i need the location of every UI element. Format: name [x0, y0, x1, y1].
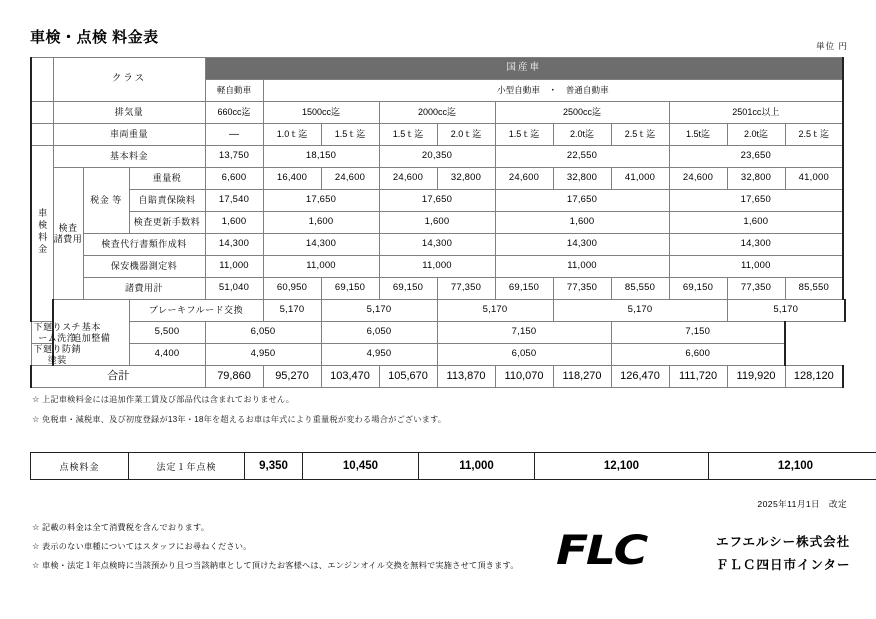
- basic-fee-1: 18,150: [263, 146, 379, 168]
- table-row-weight: [31, 124, 845, 146]
- table-note-1: ☆ 上記車検料金には追加作業工賃及び部品代は含まれておりません。: [32, 395, 295, 404]
- footer-note-3: ☆ 車検・法定１年点検時に当該預かり且つ当該納車として頂けたお客様へは、エンジンオイル交換を無料で実施させて頂きます。: [32, 561, 519, 570]
- weight-value-3: 1.5ｔ迄: [379, 124, 437, 146]
- weight-value-5: 1.5ｔ迄: [495, 124, 553, 146]
- grand-total-5: 110,070: [495, 366, 553, 388]
- basic-add-maint-line1: 基本: [81, 322, 101, 333]
- safety-measure-fee-0: 11,000: [205, 256, 263, 278]
- steam-wash-4: 7,150: [611, 322, 785, 344]
- agency-doc-fee-0: 14,300: [205, 234, 263, 256]
- basic-fee-3: 22,550: [495, 146, 669, 168]
- footer-note-2: ☆ 表示のない車種についてはスタッフにお尋ねください。: [32, 542, 252, 551]
- rust-coating-1: 4,950: [205, 344, 321, 366]
- displacement-group-3: 2500cc迄: [495, 102, 669, 124]
- weight-tax-6: 32,800: [553, 168, 611, 190]
- renewal-fee-2: 1,600: [379, 212, 495, 234]
- costs-subtotal-2: 69,150: [321, 278, 379, 300]
- row-label-agency-doc-fee: 検査代行書類作成料: [83, 234, 205, 256]
- renewal-fee-1: 1,600: [263, 212, 379, 234]
- rust-coating-3: 6,050: [437, 344, 611, 366]
- grand-total-6: 118,270: [553, 366, 611, 388]
- safety-measure-fee-2: 11,000: [379, 256, 495, 278]
- brand-block: [556, 527, 856, 577]
- jibaiseki-1: 17,650: [263, 190, 379, 212]
- grand-total-0: 79,860: [205, 366, 263, 388]
- row-label-shaken-fee: [31, 146, 53, 322]
- basic-add-maint-line2: 追加整備: [72, 332, 111, 343]
- row-label-basic-fee: 基本料金: [53, 146, 205, 168]
- weight-value-6: 2.0t迄: [553, 124, 611, 146]
- grand-total-1: 95,270: [263, 366, 321, 388]
- row-label-weight: 車両重量: [53, 124, 205, 146]
- steam-wash-0: 5,500: [129, 322, 205, 344]
- row-label-displacement: 排気量: [53, 102, 205, 124]
- flc-logo: FLC: [556, 528, 646, 574]
- costs-subtotal-6: 77,350: [553, 278, 611, 300]
- row-label-steam-wash: 下廻りスチーム洗浄: [31, 322, 83, 344]
- inspection-fee-2: 11,000: [419, 453, 535, 480]
- page-title: 車検・点検 料金表: [30, 29, 159, 46]
- renewal-fee-4: 1,600: [669, 212, 843, 234]
- weight-value-2: 1.5ｔ迄: [321, 124, 379, 146]
- weight-tax-7: 41,000: [611, 168, 669, 190]
- grand-total-4: 113,870: [437, 366, 495, 388]
- weight-tax-8: 24,600: [669, 168, 727, 190]
- costs-subtotal-7: 85,550: [611, 278, 669, 300]
- normal-car-header: 小型自動車 ・ 普通自動車: [263, 80, 843, 102]
- renewal-fee-0: 1,600: [205, 212, 263, 234]
- table-row-weight-tax: [31, 168, 845, 190]
- brake-fluid-3: 5,170: [553, 300, 727, 322]
- table-row-class: [31, 58, 845, 80]
- table-row-basic-fee: [31, 146, 845, 168]
- row-label-grand-total: 合計: [31, 366, 205, 388]
- pricing-table: [30, 57, 846, 388]
- jibaiseki-2: 17,650: [379, 190, 495, 212]
- row-label-weight-tax: 重量税: [129, 168, 205, 190]
- class-header-label: クラス: [53, 58, 205, 102]
- table-row-steam-wash: [31, 322, 845, 344]
- costs-subtotal-4: 77,350: [437, 278, 495, 300]
- row-label-tax-group: 税金 等: [83, 168, 129, 234]
- weight-tax-1: 16,400: [263, 168, 321, 190]
- table-row-safety-measure-fee: [31, 256, 845, 278]
- table-row-agency-doc-fee: [31, 234, 845, 256]
- row-label-jibaiseki: 自賠責保険料: [129, 190, 205, 212]
- weight-tax-2: 24,600: [321, 168, 379, 190]
- basic-fee-2: 20,350: [379, 146, 495, 168]
- row-label-costs-subtotal: 諸費用計: [83, 278, 205, 300]
- row-label-inspection-costs: [53, 168, 83, 300]
- weight-value-9: 2.0t迄: [727, 124, 785, 146]
- costs-subtotal-10: 85,550: [785, 278, 843, 300]
- inspection-costs-label-line2: 諸費用: [53, 233, 83, 244]
- renewal-fee-3: 1,600: [495, 212, 669, 234]
- spacer-cell: [31, 102, 53, 124]
- displacement-group-4: 2501cc以上: [669, 102, 843, 124]
- agency-doc-fee-2: 14,300: [379, 234, 495, 256]
- weight-tax-3: 24,600: [379, 168, 437, 190]
- inspection-fee-table: [30, 452, 876, 480]
- costs-subtotal-1: 60,950: [263, 278, 321, 300]
- grand-total-9: 119,920: [727, 366, 785, 388]
- grand-total-10: 128,120: [785, 366, 843, 388]
- inspection-fee-0: 9,350: [245, 453, 303, 480]
- row-label-inspection-fee: 点検料金: [31, 453, 129, 480]
- costs-subtotal-0: 51,040: [205, 278, 263, 300]
- weight-tax-10: 41,000: [785, 168, 843, 190]
- steam-wash-2: 6,050: [321, 322, 437, 344]
- revision-date: 2025年11月1日 改定: [757, 499, 847, 509]
- row-label-brake-fluid: ブレーキフルード交換: [129, 300, 263, 322]
- footer-note-1: ☆ 記載の料金は全て消費税を含んでおります。: [32, 523, 210, 532]
- displacement-group-1: 1500cc迄: [263, 102, 379, 124]
- weight-tax-9: 32,800: [727, 168, 785, 190]
- weight-value-4: 2.0ｔ迄: [437, 124, 495, 146]
- safety-measure-fee-4: 11,000: [669, 256, 843, 278]
- rust-coating-0: 4,400: [129, 344, 205, 366]
- costs-subtotal-5: 69,150: [495, 278, 553, 300]
- weight-value-0: —: [205, 124, 263, 146]
- company-name: エフエルシー株式会社: [716, 535, 851, 549]
- basic-fee-0: 13,750: [205, 146, 263, 168]
- spacer-cell: [31, 124, 53, 146]
- weight-value-10: 2.5ｔ迄: [785, 124, 843, 146]
- agency-doc-fee-4: 14,300: [669, 234, 843, 256]
- costs-subtotal-3: 69,150: [379, 278, 437, 300]
- weight-tax-4: 32,800: [437, 168, 495, 190]
- brake-fluid-0: 5,170: [263, 300, 321, 322]
- row-label-renewal-fee: 検査更新手数料: [129, 212, 205, 234]
- weight-value-1: 1.0ｔ迄: [263, 124, 321, 146]
- kei-car-header: 軽自動車: [205, 80, 263, 102]
- rust-coating-4: 6,600: [611, 344, 785, 366]
- grand-total-7: 126,470: [611, 366, 669, 388]
- jibaiseki-4: 17,650: [669, 190, 843, 212]
- grand-total-3: 105,670: [379, 366, 437, 388]
- inspection-fee-1: 10,450: [303, 453, 419, 480]
- table-row-jibaiseki: [31, 190, 845, 212]
- steam-wash-3: 7,150: [437, 322, 611, 344]
- weight-tax-0: 6,600: [205, 168, 263, 190]
- jibaiseki-0: 17,540: [205, 190, 263, 212]
- steam-wash-1: 6,050: [205, 322, 321, 344]
- table-row-displacement: [31, 102, 845, 124]
- table-row-brake-fluid: [31, 300, 845, 322]
- basic-fee-4: 23,650: [669, 146, 843, 168]
- costs-subtotal-8: 69,150: [669, 278, 727, 300]
- branch-name: ＦＬＣ四日市インター: [716, 558, 851, 572]
- weight-tax-5: 24,600: [495, 168, 553, 190]
- displacement-group-2: 2000cc迄: [379, 102, 495, 124]
- inspection-fee-4: 12,100: [709, 453, 876, 480]
- inspection-fee-3: 12,100: [535, 453, 709, 480]
- corner-cell-blank: [31, 58, 53, 102]
- table-row-renewal-fee: [31, 212, 845, 234]
- inspection-costs-label-line1: 検査: [58, 223, 78, 234]
- jibaiseki-3: 17,650: [495, 190, 669, 212]
- safety-measure-fee-3: 11,000: [495, 256, 669, 278]
- table-row-grand-total: [31, 366, 845, 388]
- inspection-item-label: 法定１年点検: [129, 453, 245, 480]
- agency-doc-fee-1: 14,300: [263, 234, 379, 256]
- weight-value-7: 2.5ｔ迄: [611, 124, 669, 146]
- grand-total-8: 111,720: [669, 366, 727, 388]
- unit-note: 単位 円: [816, 41, 848, 51]
- displacement-group-0: 660cc迄: [205, 102, 263, 124]
- brake-fluid-2: 5,170: [437, 300, 553, 322]
- table-note-2: ☆ 免税車・減税車、及び初度登録が13年・18年を超えるお車は年式により重量税が変わる場合がございます。: [32, 415, 447, 424]
- costs-subtotal-9: 77,350: [727, 278, 785, 300]
- weight-value-8: 1.5t迄: [669, 124, 727, 146]
- agency-doc-fee-3: 14,300: [495, 234, 669, 256]
- table-row-costs-subtotal: [31, 278, 845, 300]
- table-row-inspection-fee: [31, 453, 876, 480]
- row-label-safety-measure-fee: 保安機器測定料: [83, 256, 205, 278]
- table-row-rust-coating: [31, 344, 845, 366]
- brake-fluid-1: 5,170: [321, 300, 437, 322]
- rust-coating-2: 4,950: [321, 344, 437, 366]
- brake-fluid-4: 5,170: [727, 300, 845, 322]
- domestic-group-header: 国産車: [205, 58, 843, 80]
- row-label-rust-coating: 下廻り防錆塗装: [31, 344, 83, 366]
- safety-measure-fee-1: 11,000: [263, 256, 379, 278]
- grand-total-2: 103,470: [321, 366, 379, 388]
- shaken-fee-vertical-label: 車検料金: [37, 208, 48, 257]
